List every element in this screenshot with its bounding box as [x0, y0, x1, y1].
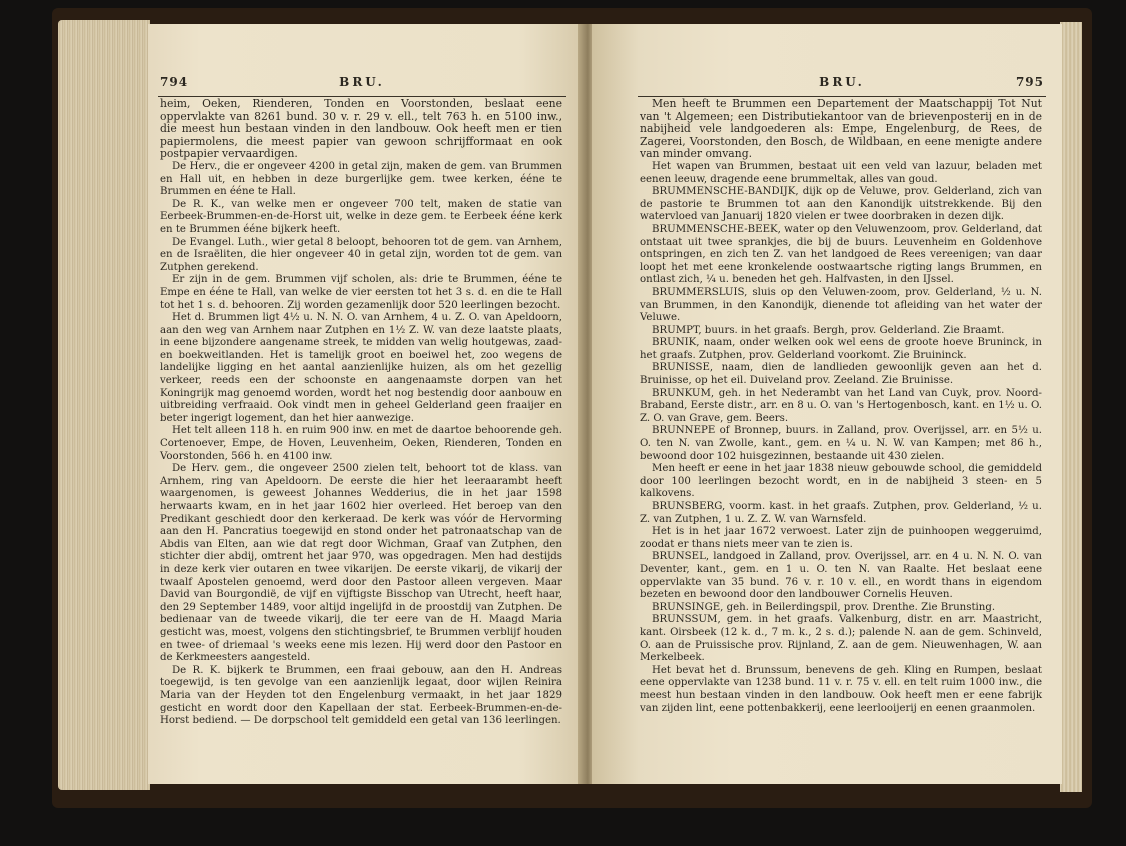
right-head-word: BRU. — [819, 75, 865, 89]
left-paragraph: Het d. Brummen ligt 4½ u. N. N. O. van Arnhem, 4 u. Z. O. van Apeldoorn, aan den weg van Arnhem naar Zutphen en 1½ Z. W. van deze laatste plaats, in eene bijzondere aangename streek, te midden van welig houtgewas, zaad- en boekweitlanden. Het is tamelijk groot en boeiwel het, zoo wegens de landelijke ligging en het aantal aanzienlijke huizen, als om het gezellig verkeer, reeds een der schoonste en aangenaamste dorpen van het Koningrijk mag genoemd worden, wordt het nog bestendig door aanbouw en uitbreiding verfraaid. Ook vindt men in geheel Gelderland geen fraaijer en beter ingerigt logement, dan het hier aanwezige. — [160, 312, 562, 424]
left-page-number: 794 — [160, 75, 189, 89]
right-page — [592, 24, 1062, 784]
right-paragraph: BRUNIK, naam, onder welken ook wel eens de groote hoeve Bruninck, in het graafs. Zutphen, prov. Gelderland voorkomt. Zie Bruininck. — [640, 337, 1042, 361]
left-paragraph: heim, Oeken, Rienderen, Tonden en Voorstonden, beslaat eene oppervlakte van 8261 bund. 30 v. r. 29 v. ell., telt 763 h. en 5100 inw., die meest hun bestaan vinden in den landbouw. Ook heeft men er tien papiermolens, die meest papier van gewoon schrijfformaat en ook postpapier vervaardigen. — [160, 97, 562, 161]
right-paragraph: BRUNISSE, naam, dien de landlieden gewoonlijk geven aan het d. Bruinisse, op het eil. Duiveland prov. Zeeland. Zie Bruinisse. — [640, 362, 1042, 387]
right-paragraph: Het bevat het d. Brunssum, benevens de geh. Kling en Rumpen, beslaat eene oppervlakte van 1238 bund. 11 v. r. 75 v. ell. en telt ruim 1000 inw., die meest hun bestaan vinden in den landbouw. Ook heeft men er eene fabrijk van zijden lint, eene pottenbakkerij, eene leerlooijerij en eenen graanmolen. — [640, 664, 1042, 714]
left-paragraph: De R. K. bijkerk te Brummen, een fraai gebouw, aan den H. Andreas toegewijd, is ten gevolge van een aanzienlijk legaat, door wijlen Reinira Maria van der Heyden tot den Engelenburg vermaakt, in het jaar 1829 gesticht en wordt door den Kapellaan der stat. Eerbeek-Brummen-en-de-Horst bediend. — De dorpschool telt gemiddeld een getal van 136 leerlingen. — [160, 664, 562, 727]
right-paragraph: BRUNSINGE, geh. in Beilerdingspil, prov. Drenthe. Zie Brunsting. — [652, 601, 996, 613]
right-running-head — [640, 76, 1044, 92]
right-paragraph: Het is in het jaar 1672 verwoest. Later zijn de puinhoopen weggeruimd, zoodat er thans niets meer van te zien is. — [640, 526, 1042, 550]
right-paragraph: BRUMPT, buurs. in het graafs. Bergh, prov. Gelderland. Zie Braamt. — [652, 324, 1005, 336]
right-paragraph: BRUNSSUM, gem. in het graafs. Valkenburg, distr. en arr. Maastricht, kant. Oirsbeek (12 k. d., 7 m. k., 2 s. d.); palende N. aan de gem. Schinveld, O. aan de Pruissische prov. Rijnland, Z. aan de gem. Nieuwenhagen, W. aan Merkelbeek. — [640, 614, 1042, 664]
left-paragraph: Er zijn in de gem. Brummen vijf scholen, als: drie te Brummen, ééne te Empe en ééne te Hall, van welke de vier eersten tot het 3 s. d. en die te Hall tot het 1 s. d. behooren. Zij worden gezamenlijk door 520 leerlingen bezocht. — [160, 274, 562, 311]
right-paragraph: Het wapen van Brummen, bestaat uit een veld van lazuur, beladen met eenen leeuw, dragende eene brummeltak, alles van goud. — [640, 160, 1042, 185]
left-paragraph: De R. K., van welke men er ongeveer 700 telt, maken de statie van Eerbeek-Brummen-en-de-Horst uit, welke in deze gem. te Eerbeek ééne kerk en te Brummen ééne bijkerk heeft. — [160, 198, 562, 235]
right-page-number: 795 — [1015, 75, 1044, 89]
right-paragraph: BRUMMENSCHE-BANDIJK, dijk op de Veluwe, prov. Gelderland, zich van de pastorie te Brummen tot aan den Kanondijk uitstrekkende. Bij den watervloed van Januarij 1820 vielen er twee doorbraken in dezen dijk. — [640, 186, 1042, 223]
page-edges-right — [1060, 22, 1082, 792]
right-paragraph: BRUNKUM, geh. in het Nederambt van het Land van Cuyk, prov. Noord-Braband, Eerste distr., arr. en 8 u. O. van 's Hertogenbosch, kant. en 1½ u. O. Z. O. van Grave, gem. Beers. — [640, 387, 1042, 424]
right-paragraph: BRUMMENSCHE-BEEK, water op den Veluwenzoom, prov. Gelderland, dat ontstaat uit twee sprankjes, die bij de buurs. Leuvenheim en Goldenhove ontspringen, en zich ten Z. van het landgoed de Rees vereenigen; van daar loopt het met eene kronkelende oostwaartsche rigting langs Brummen, en ontlast zich, ¼ u. beneden het geh. Halfvasten, in den IJssel. — [640, 223, 1042, 286]
right-paragraph: BRUNNEPE of Bronnep, buurs. in Zalland, prov. Overijssel, arr. en 5½ u. O. ten N. van Zwolle, kant., gem. en ¼ u. N. W. van Kampen; met 86 h., bewoond door 102 huisgezinnen, bestaande uit 430 zielen. — [640, 425, 1042, 462]
right-paragraph: Men heeft te Brummen een Departement der Maatschappij Tot Nut van 't Algemeen; een Distributiekantoor van de brievenposterij en in de nabijheid vele landgoederen als: Empe, Engelenburg, de Rees, de Zagerei, Voorstonden, den Bosch, de Wildbaan, en eene menigte andere van minder omvang. — [640, 97, 1042, 161]
left-text-column — [160, 98, 562, 728]
right-paragraph: BRUNSEL, landgoed in Zalland, prov. Overijssel, arr. en 4 u. N. N. O. van Deventer, kant., gem. en 1 u. O. ten N. van Raalte. Het beslaat eene oppervlakte van 35 bund. 76 v. r. 10 v. ell., en wordt thans in eigendom bezeten en bewoond door den landbouwer Cornelis Heuven. — [640, 551, 1042, 601]
left-paragraph: Het telt alleen 118 h. en ruim 900 inw. en met de daartoe behoorende geh. Cortenoever, Empe, de Hoven, Leuvenheim, Oeken, Rienderen, Tonden en Voorstonden, 566 h. en 4100 inw. — [160, 425, 562, 462]
left-paragraph: De Herv. gem., die ongeveer 2500 zielen telt, behoort tot de klass. van Arnhem, ring van Apeldoorn. De eerste die hier het leeraarambt heeft waargenomen, is geweest Johannes Wedderius, die in het jaar 1598 herwaarts kwam, en in het jaar 1602 hier overleed. Het beroep van den Predikant geschiedt door den kerkeraad. De kerk was vóór de Hervorming aan den H. Pancratius toegewijd en stond onder het patronaatschap van de Abdis van Elten, aan wie dat regt door Wichman, Graaf van Zutphen, den stichter dier abdij, omtrent het jaar 970, was opgedragen. Men had destijds in deze kerk vier outaren en twee vikarijen. De eerste vikarij, de vikarij der twaalf Apostelen genoemd, werd door den Pastoor alleen vergeven. Maar David van Bourgondië, de vijf en vijftigste Bisschop van Utrecht, heeft haar, den 29 September 1489, voor altijd ingelijfd in de proostdij van Zutphen. De bedienaar van de tweede vikarij, die ter eere van de H. Maagd Maria gesticht was, moest, volgens den stichtingsbrief, te Brummen verblijf houden en twee- of driemaal 's weeks eene mis lezen. Hij werd door den Pastoor en de Kerkmeesters aangesteld. — [160, 463, 562, 664]
left-paragraph: De Herv., die er ongeveer 4200 in getal zijn, maken de gem. van Brummen en Hall uit, en hebben in deze burgerlijke gem. twee kerken, ééne te Brummen en ééne te Hall. — [160, 160, 562, 198]
right-text-column — [640, 98, 1042, 715]
right-paragraph: BRUMMERSLUIS, sluis op den Veluwen-zoom, prov. Gelderland, ½ u. N. van Brummen, in den Kanondijk, dienende tot afleiding van het water der Veluwe. — [640, 286, 1042, 324]
left-running-head — [160, 76, 564, 92]
right-paragraph: Men heeft er eene in het jaar 1838 nieuw gebouwde school, die gemiddeld door 100 leerlingen bezocht wordt, en in de nabijheid 3 steen- en 5 kalkovens. — [640, 463, 1042, 500]
right-paragraph: BRUNSBERG, voorm. kast. in het graafs. Zutphen, prov. Gelderland, ½ u. Z. van Zutphen, 1 u. Z. Z. W. van Warnsfeld. — [640, 501, 1042, 525]
left-page — [148, 24, 584, 784]
left-paragraph: De Evangel. Luth., wier getal 8 beloopt, behooren tot de gem. van Arnhem, en de Israëliten, die hier ongeveer 40 in getal zijn, worden tot de gem. van Zutphen gerekend. — [160, 236, 562, 273]
left-head-word: BRU. — [339, 75, 385, 89]
page-edges-left — [58, 20, 150, 790]
